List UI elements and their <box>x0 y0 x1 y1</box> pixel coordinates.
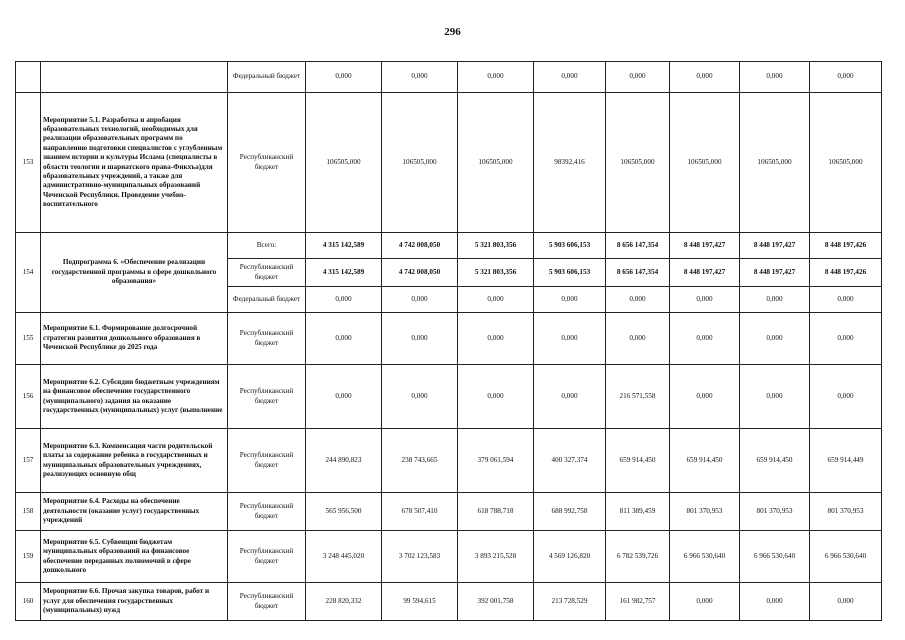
amount-cell: 392 001,758 <box>458 583 534 621</box>
funding-source: Республиканский бюджет <box>228 583 306 621</box>
amount-cell: 106505,000 <box>740 93 810 233</box>
row-number: 157 <box>16 429 41 493</box>
amount-cell: 106505,000 <box>382 93 458 233</box>
amount-cell: 0,000 <box>606 62 670 93</box>
amount-cell: 8 448 197,427 <box>670 233 740 259</box>
amount-cell: 4 742 008,050 <box>382 259 458 287</box>
amount-cell: 6 782 539,726 <box>606 531 670 583</box>
amount-cell: 0,000 <box>458 62 534 93</box>
amount-cell: 106505,000 <box>606 93 670 233</box>
amount-cell: 8 656 147,354 <box>606 233 670 259</box>
amount-cell: 0,000 <box>534 62 606 93</box>
row-number: 158 <box>16 493 41 531</box>
activity-description <box>41 365 228 429</box>
amount-cell: 801 370,953 <box>670 493 740 531</box>
amount-cell: 0,000 <box>534 287 606 313</box>
activity-description <box>41 429 228 493</box>
table-row <box>16 531 882 583</box>
amount-cell: 6 966 530,640 <box>740 531 810 583</box>
amount-cell: 659 914,450 <box>740 429 810 493</box>
amount-cell: 400 327,374 <box>534 429 606 493</box>
amount-cell: 618 788,718 <box>458 493 534 531</box>
amount-cell: 0,000 <box>382 365 458 429</box>
table-row <box>16 313 882 365</box>
amount-cell: 688 992,758 <box>534 493 606 531</box>
activity-description <box>41 583 228 621</box>
amount-cell: 659 914,450 <box>606 429 670 493</box>
funding-source: Федеральный бюджет <box>228 287 306 313</box>
amount-cell: 8 656 147,354 <box>606 259 670 287</box>
amount-cell: 0,000 <box>306 287 382 313</box>
table-row <box>16 583 882 621</box>
amount-cell: 0,000 <box>810 365 882 429</box>
amount-cell: 0,000 <box>810 287 882 313</box>
amount-cell: 106505,000 <box>810 93 882 233</box>
row-number: 160 <box>16 583 41 621</box>
activity-description-text: Мероприятие 6.1. Формирование долгосрочной стратегии развития дошкольного образования в Чеченской Республике до 2025 года <box>43 324 201 352</box>
row-number: 155 <box>16 313 41 365</box>
amount-cell: 565 956,500 <box>306 493 382 531</box>
amount-cell: 0,000 <box>670 583 740 621</box>
funding-source: Республиканский бюджет <box>228 259 306 287</box>
amount-cell: 4 569 126,820 <box>534 531 606 583</box>
amount-cell: 6 966 530,640 <box>810 531 882 583</box>
amount-cell: 5 903 606,153 <box>534 233 606 259</box>
amount-cell: 379 061,594 <box>458 429 534 493</box>
amount-cell: 99 594,615 <box>382 583 458 621</box>
amount-cell: 0,000 <box>458 365 534 429</box>
funding-source: Республиканский бюджет <box>228 531 306 583</box>
amount-cell: 3 893 215,528 <box>458 531 534 583</box>
amount-cell: 0,000 <box>670 313 740 365</box>
amount-cell: 0,000 <box>606 313 670 365</box>
amount-cell: 0,000 <box>740 313 810 365</box>
amount-cell: 4 315 142,589 <box>306 233 382 259</box>
amount-cell: 0,000 <box>306 313 382 365</box>
amount-cell: 0,000 <box>534 313 606 365</box>
page-number: 296 <box>444 26 461 38</box>
amount-cell: 8 448 197,426 <box>810 259 882 287</box>
table-row <box>16 62 882 93</box>
table-row <box>16 93 882 233</box>
amount-cell: 801 370,953 <box>810 493 882 531</box>
amount-cell: 3 702 123,583 <box>382 531 458 583</box>
activity-description-text: Подпрограмма 6. «Обеспечение реализации государственной программы в сфере дошкольного образования» <box>51 258 217 286</box>
amount-cell: 0,000 <box>670 287 740 313</box>
row-number <box>16 62 41 93</box>
activity-description <box>41 62 228 93</box>
funding-source: Всего: <box>228 233 306 259</box>
amount-cell: 678 507,410 <box>382 493 458 531</box>
amount-cell: 216 571,558 <box>606 365 670 429</box>
row-number: 156 <box>16 365 41 429</box>
amount-cell: 106505,000 <box>306 93 382 233</box>
amount-cell: 0,000 <box>458 287 534 313</box>
amount-cell: 5 321 803,356 <box>458 233 534 259</box>
amount-cell: 161 982,757 <box>606 583 670 621</box>
activity-description <box>41 233 228 313</box>
amount-cell: 228 820,332 <box>306 583 382 621</box>
activity-description-text: Мероприятие 6.6. Прочая закупка товаров, работ и услуг для обеспечения государственных (муниципальных) нужд <box>43 587 210 615</box>
table-row <box>16 233 882 259</box>
amount-cell: 0,000 <box>810 583 882 621</box>
activity-description <box>41 493 228 531</box>
amount-cell: 659 914,449 <box>810 429 882 493</box>
funding-source: Республиканский бюджет <box>228 93 306 233</box>
row-number: 153 <box>16 93 41 233</box>
amount-cell: 6 966 530,640 <box>670 531 740 583</box>
row-number: 154 <box>16 233 41 313</box>
amount-cell: 8 448 197,427 <box>740 233 810 259</box>
amount-cell: 3 248 445,020 <box>306 531 382 583</box>
amount-cell: 5 321 803,356 <box>458 259 534 287</box>
amount-cell: 801 370,953 <box>740 493 810 531</box>
budget-table <box>15 61 882 621</box>
amount-cell: 0,000 <box>810 62 882 93</box>
funding-source: Республиканский бюджет <box>228 365 306 429</box>
funding-source: Республиканский бюджет <box>228 429 306 493</box>
amount-cell: 244 890,823 <box>306 429 382 493</box>
amount-cell: 0,000 <box>534 365 606 429</box>
activity-description-text: Мероприятие 6.4. Расходы на обеспечение деятельности (оказание услуг) государственных учреждений <box>43 497 200 525</box>
amount-cell: 4 315 142,589 <box>306 259 382 287</box>
amount-cell: 0,000 <box>382 313 458 365</box>
row-number: 159 <box>16 531 41 583</box>
amount-cell: 238 743,665 <box>382 429 458 493</box>
amount-cell: 8 448 197,427 <box>740 259 810 287</box>
activity-description <box>41 93 228 233</box>
amount-cell: 0,000 <box>810 313 882 365</box>
amount-cell: 659 914,450 <box>670 429 740 493</box>
amount-cell: 0,000 <box>458 313 534 365</box>
activity-description-text: Мероприятие 6.2. Субсидии бюджетным учреждениям на финансовое обеспечение государственного (муниципального) задания на оказание государственных (муниципальных) услуг (выполнение <box>43 377 223 414</box>
activity-description-text: Мероприятие 6.5. Субвенции бюджетам муниципальных образований на финансовое обеспечение переданных полномочий в сфере дошкольного <box>43 537 191 574</box>
funding-source: Федеральный бюджет <box>228 62 306 93</box>
amount-cell: 811 389,459 <box>606 493 670 531</box>
amount-cell: 8 448 197,426 <box>810 233 882 259</box>
amount-cell: 0,000 <box>606 287 670 313</box>
amount-cell: 5 903 606,153 <box>534 259 606 287</box>
amount-cell: 0,000 <box>382 62 458 93</box>
amount-cell: 106505,000 <box>458 93 534 233</box>
funding-source: Республиканский бюджет <box>228 313 306 365</box>
amount-cell: 0,000 <box>740 583 810 621</box>
amount-cell: 0,000 <box>670 62 740 93</box>
activity-description-text: Мероприятие 5.1. Разработка и апробация образовательных технологий, необходимых для реализации образовательных программ по направлению подготовки специалистов с углубленным знанием истории и культуры Ислама (специалисты в области теологии и шариатского права-Фикхъа)для образовательных учреждений, а также для административно-муниципальных образований Чеченской Республики. Проведение учебно-воспитательного <box>43 115 223 208</box>
amount-cell: 98392,416 <box>534 93 606 233</box>
amount-cell: 0,000 <box>382 287 458 313</box>
amount-cell: 0,000 <box>740 287 810 313</box>
table-row <box>16 429 882 493</box>
amount-cell: 0,000 <box>306 365 382 429</box>
table-row <box>16 493 882 531</box>
amount-cell: 0,000 <box>740 365 810 429</box>
amount-cell: 213 728,529 <box>534 583 606 621</box>
amount-cell: 4 742 008,050 <box>382 233 458 259</box>
activity-description <box>41 531 228 583</box>
table-row <box>16 365 882 429</box>
amount-cell: 0,000 <box>306 62 382 93</box>
amount-cell: 106505,000 <box>670 93 740 233</box>
activity-description <box>41 313 228 365</box>
amount-cell: 8 448 197,427 <box>670 259 740 287</box>
amount-cell: 0,000 <box>670 365 740 429</box>
funding-source: Республиканский бюджет <box>228 493 306 531</box>
amount-cell: 0,000 <box>740 62 810 93</box>
activity-description-text: Мероприятие 6.3. Компенсация части родительской платы за содержание ребенка в государственных и муниципальных образовательных учреждениях, реализующих основную общ <box>43 441 213 478</box>
